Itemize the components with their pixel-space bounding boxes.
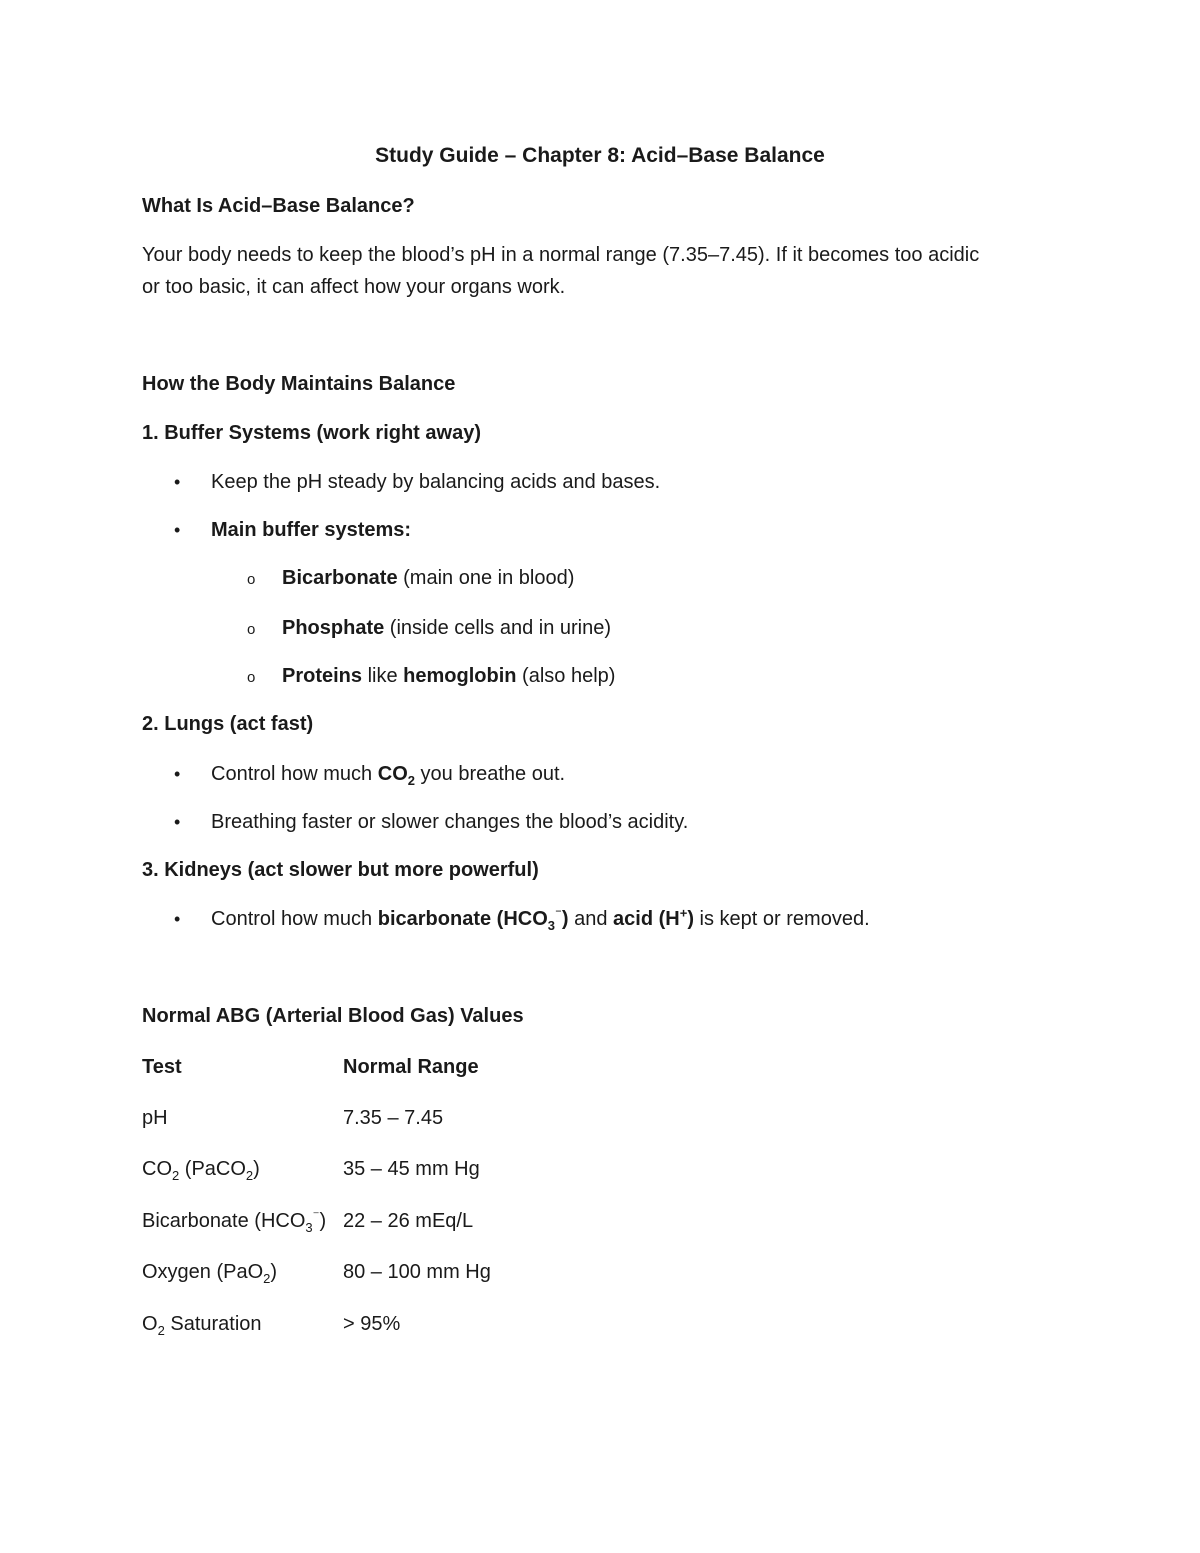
co2-label: CO	[377, 763, 408, 785]
bullet-marker: •	[174, 764, 181, 784]
intro-paragraph-line-1: Your body needs to keep the blood’s pH in a normal range (7.35–7.45). If it becomes too acidic	[142, 244, 980, 266]
subscript: 3	[547, 918, 556, 933]
kidneys-bullet-1	[211, 907, 870, 931]
buffer-sub-proteins	[282, 664, 615, 688]
table-cell-test-oxygen	[142, 1260, 277, 1284]
sub-bullet-marker: o	[247, 621, 256, 638]
term-description: (main one in blood)	[397, 567, 575, 589]
subscript: 2	[245, 1168, 254, 1183]
bullet-text-mid: and	[568, 908, 614, 930]
paren-close: )	[253, 1158, 260, 1180]
buffer-bullet-1: Keep the pH steady by balancing acids and bases.	[211, 471, 661, 493]
table-cell-test-bicarbonate	[142, 1209, 326, 1233]
bold-term	[613, 905, 694, 930]
term-description: (inside cells and in urine)	[384, 617, 612, 639]
section-heading-abg: Normal ABG (Arterial Blood Gas) Values	[142, 1005, 524, 1027]
table-header-test: Test	[142, 1056, 182, 1078]
intro-paragraph-line-2: or too basic, it can affect how your organs work.	[142, 276, 566, 298]
bold-term: Phosphate	[282, 617, 385, 639]
table-header-range: Normal Range	[343, 1056, 479, 1078]
table-cell-range-bicarbonate: 22 – 26 mEq/L	[343, 1210, 474, 1232]
buffer-sub-phosphate	[282, 616, 611, 640]
co2-label: CO	[142, 1158, 172, 1180]
bold-term: Proteins	[282, 665, 363, 687]
lungs-bullet-2: Breathing faster or slower changes the blood’s acidity.	[211, 811, 689, 833]
lungs-bullet-1	[211, 762, 565, 786]
bold-term: hemoglobin	[403, 665, 517, 687]
buffer-sub-bicarbonate	[282, 566, 574, 590]
table-cell-test-o2-saturation	[142, 1312, 262, 1336]
page-title: Study Guide – Chapter 8: Acid–Base Balance	[375, 144, 825, 167]
bullet-marker: •	[174, 812, 181, 832]
oxygen-label: Oxygen (PaO	[142, 1261, 264, 1283]
paco2-label: (PaCO	[179, 1158, 246, 1180]
bullet-text-post: you breathe out.	[414, 763, 566, 785]
bullet-marker: •	[174, 909, 181, 929]
sub-bullet-marker: o	[247, 571, 256, 588]
bullet-text-pre: Control how much	[211, 763, 378, 785]
table-cell-range-oxygen: 80 – 100 mm Hg	[343, 1261, 491, 1283]
subscript: 3	[305, 1220, 313, 1235]
term-description: (also help)	[516, 665, 616, 687]
subheading-buffer-systems: 1. Buffer Systems (work right away)	[142, 422, 481, 444]
section-heading-what-is: What Is Acid–Base Balance?	[142, 195, 415, 217]
paren-close: )	[687, 908, 694, 930]
paren-close: )	[561, 908, 569, 930]
table-cell-test-co2	[142, 1157, 260, 1181]
subheading-lungs: 2. Lungs (act fast)	[142, 713, 314, 735]
bicarbonate-label: bicarbonate (HCO	[377, 908, 548, 930]
buffer-bullet-2: Main buffer systems:	[211, 519, 412, 541]
superscript: ⁻	[555, 905, 562, 921]
superscript: +	[679, 905, 688, 921]
table-cell-range-o2-saturation: > 95%	[343, 1313, 401, 1335]
bold-term: Bicarbonate	[282, 567, 398, 589]
subscript: 2	[407, 773, 415, 788]
bullet-text-pre: Control how much	[211, 908, 378, 930]
table-cell-range-ph: 7.35 – 7.45	[343, 1107, 444, 1129]
bullet-marker: •	[174, 520, 181, 540]
paren-close: )	[270, 1261, 278, 1283]
bullet-text-post: is kept or removed.	[694, 908, 870, 930]
bullet-marker: •	[174, 472, 181, 492]
bold-term	[377, 763, 415, 788]
saturation-label: Saturation	[164, 1313, 262, 1335]
bold-term	[377, 905, 569, 933]
bicarbonate-label: Bicarbonate (HCO	[142, 1210, 306, 1232]
acid-label: acid (H	[613, 908, 680, 930]
subscript: 2	[263, 1271, 271, 1286]
superscript: ⁻	[312, 1207, 320, 1223]
subscript: 2	[157, 1323, 165, 1338]
o2-label: O	[142, 1313, 158, 1335]
subscript: 2	[172, 1168, 180, 1183]
sub-bullet-marker: o	[247, 669, 256, 686]
term-connector: like	[362, 665, 404, 687]
table-cell-test-ph: pH	[142, 1107, 168, 1129]
table-cell-range-co2: 35 – 45 mm Hg	[343, 1158, 480, 1180]
paren-close: )	[319, 1210, 327, 1232]
section-heading-maintains-balance: How the Body Maintains Balance	[142, 373, 456, 395]
subheading-kidneys: 3. Kidneys (act slower but more powerful)	[142, 859, 539, 881]
